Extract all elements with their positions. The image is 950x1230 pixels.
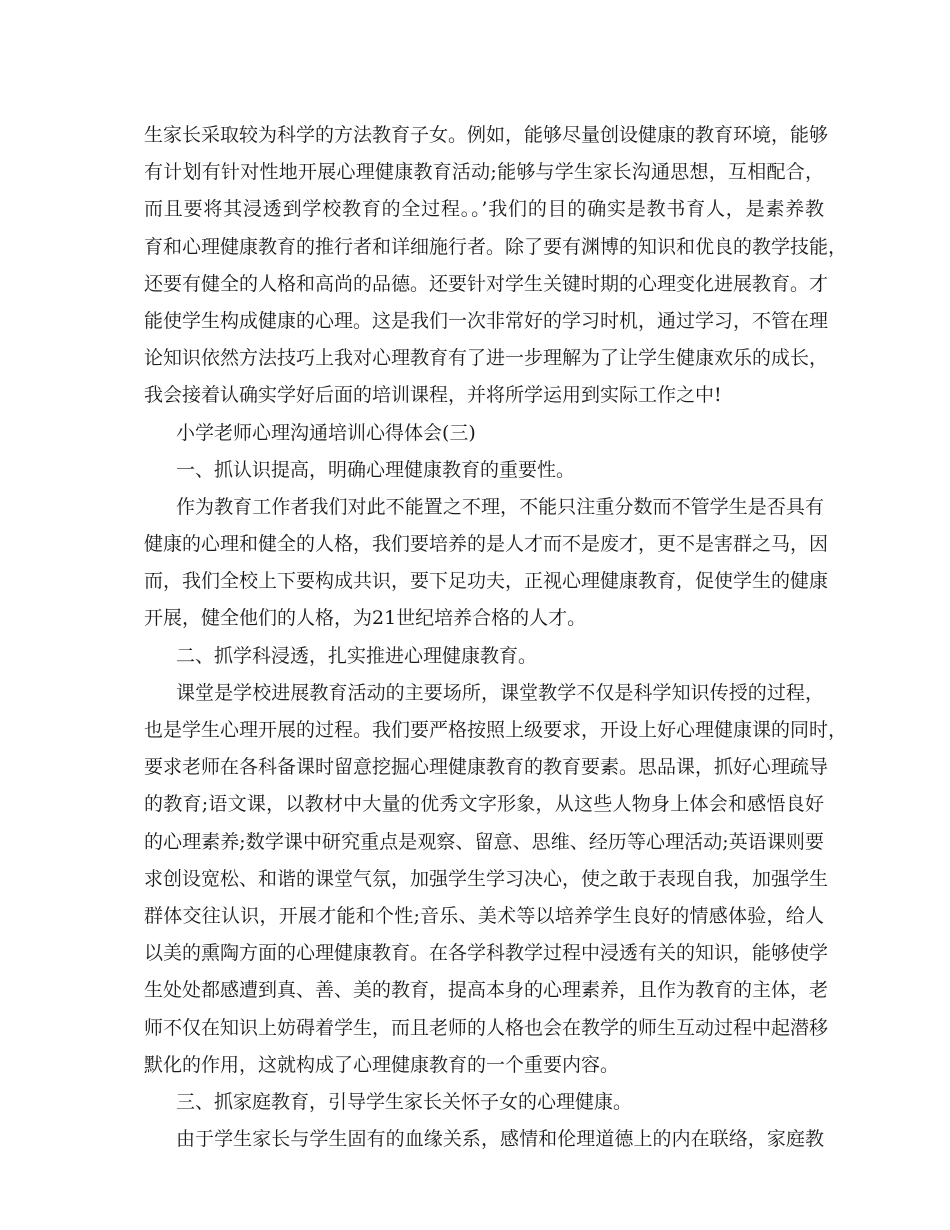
text-line: 三、抓家庭教育，引导学生家长关怀子女的心理健康。 <box>176 1090 633 1113</box>
text-line: 二、抓学科浸透，扎实推进心理健康教育。 <box>176 644 538 667</box>
text-line: 课堂是学校进展教育活动的主要场所，课堂教学不仅是科学知识传授的过程， <box>176 681 824 704</box>
text-line: 一、抓认识提高，明确心理健康教育的重要性。 <box>176 458 576 481</box>
text-line: 论知识依然方法技巧上我对心理教育有了进一步理解为了让学生健康欢乐的成长， <box>144 347 829 370</box>
text-line: 师不仅在知识上妨碍着学生，而且老师的人格也会在教学的师生互动过程中起潜移 <box>144 1016 829 1039</box>
text-line: 我会接着认确实学好后面的培训课程，并将所学运用到实际工作之中! <box>144 384 722 407</box>
text-line: 要求老师在各科备课时留意挖掘心理健康教育的教育要素。思品课，抓好心理疏导 <box>144 756 829 779</box>
text-line: 生家长采取较为科学的方法教育子女。例如，能够尽量创设健康的教育环境，能够 <box>144 124 829 146</box>
text-line: 求创设宽松、和谐的课堂气氛，加强学生学习决心，使之敢于表现自我，加强学生 <box>144 867 829 890</box>
text-line: 还要有健全的人格和高尚的品德。还要针对学生关键时期的心理变化进展教育。才 <box>144 272 829 295</box>
text-line: 由于学生家长与学生固有的血缘关系，感情和伦理道德上的内在联络，家庭教 <box>176 1128 824 1151</box>
text-line: 也是学生心理开展的过程。我们要严格按照上级要求，开设上好心理健康课的同时， <box>144 719 848 741</box>
text-line: 小学老师心理沟通培训心得体会(三) <box>176 421 476 444</box>
text-line: 默化的作用，这就构成了心理健康教育的一个重要内容。 <box>144 1053 620 1076</box>
text-line: 有计划有针对性地开展心理健康教育活动;能够与学生家长沟通思想，互相配合， <box>144 161 824 184</box>
text-line: 健康的心理和健全的人格，我们要培养的是人才而不是废才，更不是害群之马，因 <box>144 533 829 556</box>
text-line: 的心理素养;数学课中研究重点是观察、留意、思维、经历等心理活动;英语课则要 <box>144 830 824 853</box>
text-line: 生处处都感遭到真、善、美的教育，提高本身的心理素养，且作为教育的主体，老 <box>144 979 829 1002</box>
text-line: 开展，健全他们的人格，为21世纪培养合格的人才。 <box>144 607 587 630</box>
text-line: 群体交往认识，开展才能和个性;音乐、美术等以培养学生良好的情感体验，给人 <box>144 904 824 927</box>
text-line: 作为教育工作者我们对此不能置之不理，不能只注重分数而不管学生是否具有 <box>176 495 824 518</box>
document-body <box>144 117 848 1158</box>
text-line: 而且要将其浸透到学校教育的全过程。。’我们的目的确实是教书育人，是素养教 <box>144 198 824 221</box>
text-line: 而，我们全校上下要构成共识，要下足功夫，正视心理健康教育，促使学生的健康 <box>144 570 829 593</box>
text-line: 能使学生构成健康的心理。这是我们一次非常好的学习时机，通过学习，不管在理 <box>144 309 829 332</box>
text-line: 育和心理健康教育的推行者和详细施行者。除了要有渊博的知识和优良的教学技能， <box>144 235 848 258</box>
text-line: 以美的熏陶方面的心理健康教育。在各学科教学过程中浸透有关的知识，能够使学 <box>144 942 829 965</box>
text-line: 的教育;语文课，以教材中大量的优秀文字形象，从这些人物身上体会和感悟良好 <box>144 793 824 816</box>
